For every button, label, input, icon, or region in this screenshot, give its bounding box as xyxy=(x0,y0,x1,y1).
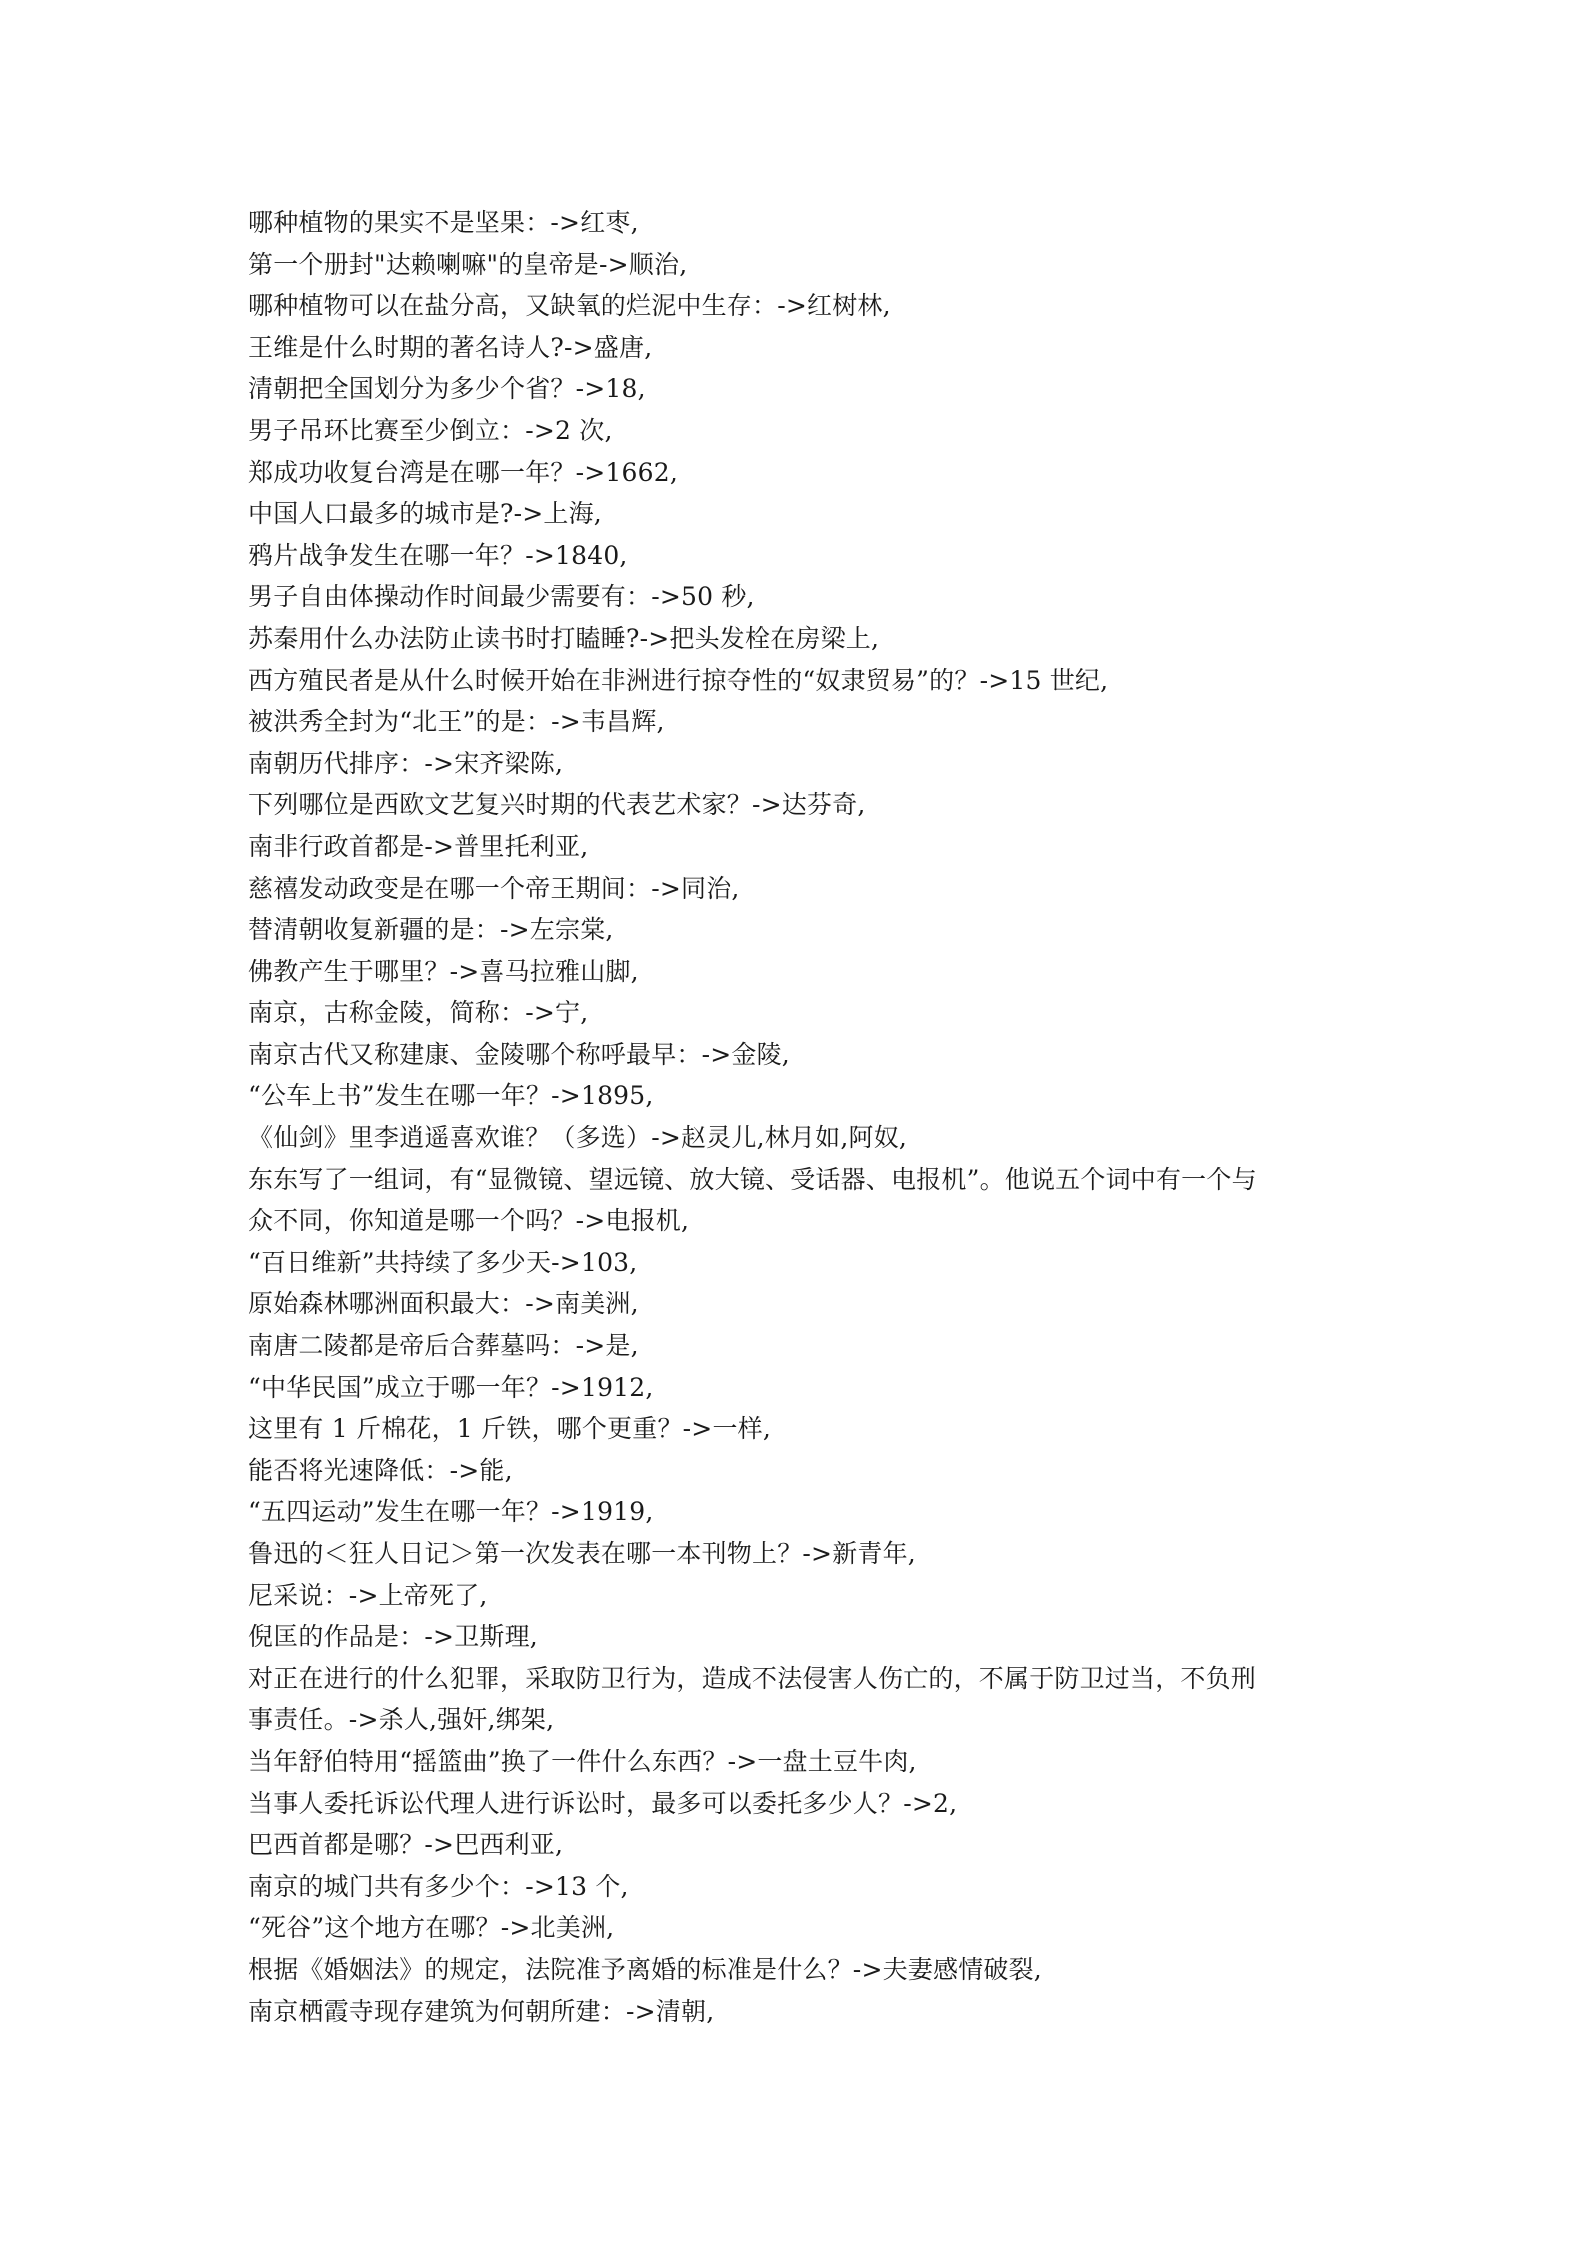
text-line: 对正在进行的什么犯罪，采取防卫行为，造成不法侵害人伤亡的，不属于防卫过当，不负刑 xyxy=(248,1663,1257,1693)
text-line: 南京，古称金陵，简称：->宁, xyxy=(248,998,589,1028)
text-line: 第一个册封"达赖喇嘛"的皇帝是->顺治, xyxy=(248,249,688,279)
text-line: 男子吊环比赛至少倒立：->2 次, xyxy=(248,415,613,445)
text-line: 苏秦用什么办法防止读书时打瞌睡?->把头发栓在房梁上, xyxy=(248,623,880,653)
text-line: 当事人委托诉讼代理人进行诉讼时，最多可以委托多少人？->2, xyxy=(248,1788,958,1818)
text-line: 清朝把全国划分为多少个省？->18, xyxy=(248,374,646,404)
text-line: 原始森林哪洲面积最大：->南美洲, xyxy=(248,1289,639,1319)
text-line: 根据《婚姻法》的规定，法院准予离婚的标准是什么？->夫妻感情破裂, xyxy=(248,1954,1042,1984)
text-line: 下列哪位是西欧文艺复兴时期的代表艺术家？->达芬奇, xyxy=(248,790,866,820)
text-line: 南京古代又称建康、金陵哪个称呼最早：->金陵, xyxy=(248,1039,790,1069)
text-line: 中国人口最多的城市是?->上海, xyxy=(248,499,602,529)
text-line: 当年舒伯特用“摇篮曲”换了一件什么东西？->一盘土豆牛肉, xyxy=(248,1746,917,1776)
text-line: 能否将光速降低：->能, xyxy=(248,1455,513,1485)
text-line: 南唐二陵都是帝后合葬墓吗：->是, xyxy=(248,1331,639,1361)
text-line: 南朝历代排序：->宋齐梁陈, xyxy=(248,748,564,778)
text-line: 巴西首都是哪？->巴西利亚, xyxy=(248,1830,564,1860)
text-line: 替清朝收复新疆的是：->左宗棠, xyxy=(248,915,614,945)
text-line: 佛教产生于哪里？->喜马拉雅山脚, xyxy=(248,956,639,986)
text-line: 南非行政首都是->普里托利亚, xyxy=(248,831,589,861)
text-line: 东东写了一组词，有“显微镜、望远镜、放大镜、受话器、电报机”。他说五个词中有一个与 xyxy=(248,1164,1257,1194)
text-line: 这里有 1 斤棉花，1 斤铁，哪个更重？->一样, xyxy=(248,1414,771,1444)
text-line: 鲁迅的＜狂人日记＞第一次发表在哪一本刊物上？->新青年, xyxy=(248,1539,916,1568)
text-line: “百日维新”共持续了多少天->103, xyxy=(248,1247,638,1277)
text-line: “公车上书”发生在哪一年？->1895, xyxy=(248,1081,654,1111)
text-line: 被洪秀全封为“北王”的是：->韦昌辉, xyxy=(248,707,665,737)
text-line: “死谷”这个地方在哪？->北美洲, xyxy=(248,1913,615,1943)
text-line: 郑成功收复台湾是在哪一年？->1662, xyxy=(248,457,678,487)
text-line: 南京的城门共有多少个：->13 个, xyxy=(248,1871,629,1901)
text-line: 众不同，你知道是哪一个吗？->电报机, xyxy=(248,1206,690,1236)
text-line: 鸦片战争发生在哪一年？->1840, xyxy=(248,540,628,570)
text-line: 事责任。->杀人,强奸,绑架, xyxy=(248,1705,555,1735)
text-line: 慈禧发动政变是在哪一个帝王期间：->同治, xyxy=(248,873,740,903)
text-line: “五四运动”发生在哪一年？->1919, xyxy=(248,1497,654,1527)
text-line: “中华民国”成立于哪一年？->1912, xyxy=(248,1372,654,1402)
text-line: 哪种植物的果实不是坚果：->红枣, xyxy=(248,208,639,237)
text-line: 西方殖民者是从什么时候开始在非洲进行掠夺性的“奴隶贸易”的？->15 世纪, xyxy=(248,665,1109,695)
text-line: 男子自由体操动作时间最少需要有：->50 秒, xyxy=(248,582,755,612)
text-line: 南京栖霞寺现存建筑为何朝所建：->清朝, xyxy=(248,1996,715,2026)
text-line: 尼采说：->上帝死了, xyxy=(248,1580,488,1610)
qa-text-block xyxy=(248,202,1368,2032)
text-line: 哪种植物可以在盐分高，又缺氧的烂泥中生存：->红树林, xyxy=(248,291,891,321)
text-line: 倪匡的作品是：->卫斯理, xyxy=(248,1622,538,1652)
text-line: 王维是什么时期的著名诗人?->盛唐, xyxy=(248,332,653,362)
text-line: 《仙剑》里李逍遥喜欢谁？（多选）->赵灵儿,林月如,阿奴, xyxy=(248,1123,908,1153)
